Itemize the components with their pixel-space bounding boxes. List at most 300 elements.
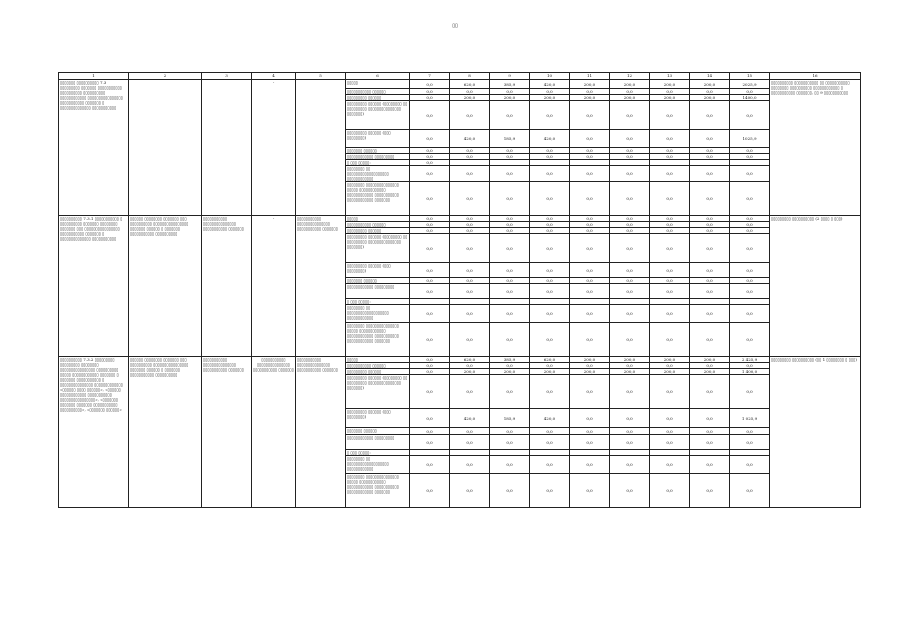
funding-value: 0,0 [730,323,770,357]
funding-value: 0,0 [610,222,650,228]
funding-value: 0,0 [650,154,690,160]
funding-value: 200,0 [450,95,490,101]
funding-value: 0,0 [410,278,450,284]
funding-value: 0,0 [530,278,570,284]
funding-value: 0,0 [410,160,450,166]
funding-value: 0,0 [410,234,450,263]
target-indicator: ▯▯▯▯▯▯▯▯▯ ▯▯▯▯▯▯▯▯▯▯ (2 ▯▯▯▯ ▯ ▯▯▯) [770,216,861,357]
funding-value: 0,0 [690,234,730,263]
funding-value: 0,0 [610,363,650,369]
funding-value: 0,0 [570,375,610,409]
funding-value: 0,0 [690,409,730,428]
funding-value: 0,0 [650,148,690,154]
participant-text: ▯▯▯▯▯▯▯▯▯▯▯ ▯▯▯▯▯▯▯▯▯▯▯▯▯▯▯ ▯▯▯▯▯▯▯▯▯▯▯ ▯▯▯▯▯▯▯ [296,216,346,357]
funding-value: 200,0 [690,357,730,363]
funding-value: 200,0 [610,369,650,375]
funding-value: 0,0 [410,323,450,357]
executor-text: ▯▯▯▯▯▯▯▯▯▯▯ ▯▯▯▯▯▯▯▯▯▯▯▯▯▯▯ ▯▯▯▯▯▯▯▯▯▯▯ ▯▯▯▯▯▯▯ [202,357,252,508]
funding-value: 0,0 [690,323,730,357]
funding-value: 0,0 [450,89,490,95]
funding-source-label: ▯ ▯▯▯ ▯▯▯▯▯: [346,160,410,166]
funding-value: 1025,9 [730,130,770,148]
funding-value: 200,0 [610,95,650,101]
funding-value: 0,0 [730,222,770,228]
funding-value: 0,0 [530,154,570,160]
funding-value: 0,0 [410,284,450,299]
funding-value: 0,0 [610,435,650,450]
funding-value: 385,9 [490,80,530,89]
funding-value: 0,0 [690,89,730,95]
column-number: 11 [570,73,610,80]
funding-value: 200,0 [570,369,610,375]
funding-value: 0,0 [690,130,730,148]
funding-source-label: ▯▯▯▯▯ [346,216,410,222]
funding-value: 0,0 [410,263,450,278]
funding-value: 0,0 [610,154,650,160]
funding-value: 0,0 [650,89,690,95]
column-number: 10 [530,73,570,80]
funding-value: 0,0 [450,305,490,323]
funding-value: 0,0 [610,428,650,435]
funding-value: 0,0 [490,216,530,222]
column-number: 9 [490,73,530,80]
funding-value: 0,0 [730,228,770,234]
funding-value: 0,0 [610,456,650,474]
funding-value: 0,0 [410,101,450,130]
participant-text [296,80,346,216]
funding-value: 0,0 [530,363,570,369]
funding-value: 0,0 [530,222,570,228]
target-indicator: ▯▯▯▯▯▯▯▯▯▯ ▯▯▯▯▯▯▯▯▯▯▯ ▯▯ ▯▯▯▯▯▯▯▯▯▯▯ ▯▯▯▯▯▯▯▯ ▯▯▯▯▯▯▯▯▯▯ ▯▯▯▯▯▯▯▯▯▯▯▯ ▯ ▯▯▯▯▯▯▯▯▯▯▯ ▯▯▯▯▯▯▯, ▯▯ 9 ▯▯▯▯▯▯▯▯▯▯▯ [770,80,861,216]
funding-value: 1 400,0 [730,369,770,375]
funding-value: 200,0 [570,357,610,363]
funding-source-label: ▯▯▯▯▯▯▯▯▯▯▯▯ ▯▯▯▯▯▯▯▯▯ [346,435,410,450]
funding-value: 0,0 [530,89,570,95]
funding-value: 200,0 [490,369,530,375]
funding-value: 0,0 [530,323,570,357]
funding-value: 0,0 [570,435,610,450]
funding-value: 0,0 [410,369,450,375]
task-text: ▯▯▯▯▯▯ ▯▯▯▯▯▯▯▯ ▯▯▯▯▯▯▯ ▯▯▯ ▯▯▯▯▯▯▯▯▯▯ ▯▯▯▯▯▯▯▯▯▯▯▯▯▯▯▯ ▯▯▯▯▯▯▯ ▯▯▯▯▯▯ ▯ ▯▯▯▯▯▯▯ ▯▯▯▯▯▯▯▯▯▯▯ ▯▯▯▯▯▯▯▯▯▯ [129,216,202,357]
funding-value: 200,0 [610,80,650,89]
funding-value: 0,0 [490,263,530,278]
funding-value: 0,0 [450,234,490,263]
funding-value: 0,0 [570,234,610,263]
co-executor-text: ▯▯▯▯▯▯▯▯▯▯▯ ▯▯▯▯▯▯▯▯▯▯▯▯▯▯▯ ▯▯▯▯▯▯▯▯▯▯▯ ▯▯▯▯▯▯▯ [252,357,296,508]
funding-value: 0,0 [570,363,610,369]
funding-value: 0,0 [650,234,690,263]
funding-value: 0,0 [610,284,650,299]
executor-text: ▯▯▯▯▯▯▯▯▯▯▯ ▯▯▯▯▯▯▯▯▯▯▯▯▯▯▯ ▯▯▯▯▯▯▯▯▯▯▯ ▯▯▯▯▯▯▯ [202,216,252,357]
funding-value: 200,0 [650,369,690,375]
funding-value: 0,0 [530,428,570,435]
funding-value: 0,0 [650,263,690,278]
funding-value: 0,0 [530,228,570,234]
funding-value: 0,0 [610,148,650,154]
funding-value: 0,0 [530,148,570,154]
funding-value: 200,0 [530,369,570,375]
column-number: 4 [252,73,296,80]
funding-value: 385,9 [490,357,530,363]
funding-value: 0,0 [490,435,530,450]
funding-value: 0,0 [610,216,650,222]
funding-value: 0,0 [730,101,770,130]
funding-value: 0,0 [570,216,610,222]
funding-value: 0,0 [730,234,770,263]
funding-source-label: ▯▯▯▯▯▯▯▯▯▯▯ ▯▯▯▯▯▯ [346,89,410,95]
funding-value: 0,0 [530,375,570,409]
funding-value: 0,0 [490,166,530,182]
funding-value: 185,9 [490,130,530,148]
funding-source-label: ▯▯▯▯▯▯▯▯▯▯▯▯ ▯▯▯▯▯▯▯▯▯ [346,154,410,160]
table-body [59,73,861,508]
column-number: 5 [296,73,346,80]
funding-value: 0,0 [450,278,490,284]
funding-value: 0,0 [530,263,570,278]
funding-source-label: ▯ ▯▯▯ ▯▯▯▯▯: [346,299,410,305]
funding-value: 0,0 [690,228,730,234]
funding-value: 0,0 [570,474,610,508]
funding-value: 0,0 [730,166,770,182]
funding-value: 0,0 [610,375,650,409]
funding-source-label: ▯▯▯▯▯▯▯▯▯▯▯ ▯▯▯▯▯▯ [346,363,410,369]
funding-value: 0,0 [610,305,650,323]
funding-value: 0,0 [490,234,530,263]
funding-value: 0,0 [450,435,490,450]
funding-source-label: ▯▯▯▯▯▯▯▯▯ ▯▯▯▯▯▯ (▯▯▯▯▯▯▯▯ ▯▯ ▯▯▯▯▯▯▯▯▯ ▯▯▯▯▯▯▯▯▯▯▯▯▯▯▯ ▯▯▯▯▯▯▯) [346,234,410,263]
funding-value: 420,0 [450,409,490,428]
funding-value: 0,0 [730,363,770,369]
funding-value: 0,0 [450,216,490,222]
column-number-row [59,73,861,80]
funding-source-label: ▯▯▯▯▯▯▯▯▯ ▯▯▯▯▯▯ [346,228,410,234]
funding-value: 200,0 [690,80,730,89]
funding-value: 0,0 [530,216,570,222]
funding-value: 0,0 [730,474,770,508]
funding-value: 0,0 [410,474,450,508]
funding-value: 0,0 [690,154,730,160]
funding-value: 0,0 [530,101,570,130]
funding-value: 0,0 [490,323,530,357]
funding-value: 0,0 [610,101,650,130]
funding-value: 0,0 [530,284,570,299]
funding-value: 420,0 [530,80,570,89]
column-number: 12 [610,73,650,80]
task-text [129,80,202,216]
funding-value: 0,0 [490,278,530,284]
funding-value: 0,0 [730,456,770,474]
funding-value: 0,0 [450,284,490,299]
funding-source-label: ▯▯▯▯▯▯▯ ▯▯▯▯▯▯ [346,278,410,284]
funding-value: 0,0 [570,222,610,228]
funding-value: 0,0 [450,148,490,154]
budget-table [58,72,861,508]
funding-value: 0,0 [690,166,730,182]
funding-value: 200,0 [690,95,730,101]
co-executor-text: - [252,216,296,357]
funding-value: 0,0 [610,474,650,508]
funding-value: 0,0 [490,428,530,435]
column-number: 3 [202,73,252,80]
funding-value: 0,0 [530,435,570,450]
funding-source-label: ▯ ▯▯▯ ▯▯▯▯▯: [346,450,410,456]
funding-value: 0,0 [410,222,450,228]
funding-source-label: ▯▯▯▯▯▯▯▯▯▯▯▯ ▯▯▯▯▯▯▯▯▯ [346,284,410,299]
funding-value: 0,0 [650,216,690,222]
funding-value: 0,0 [490,375,530,409]
funding-value: 0,0 [570,130,610,148]
funding-value: 0,0 [650,130,690,148]
funding-source-label: ▯▯▯▯▯▯▯ ▯▯▯▯▯▯ [346,148,410,154]
funding-value: 0,0 [690,216,730,222]
executor-text [202,80,252,216]
funding-value: 200,0 [650,357,690,363]
funding-value: 0,0 [410,428,450,435]
funding-source-label: ▯▯▯▯▯▯▯▯▯ ▯▯▯▯▯▯ (▯▯▯ ▯▯▯▯▯▯▯▯) [346,409,410,428]
funding-value: 0,0 [410,375,450,409]
funding-value: 0,0 [410,154,450,160]
funding-value: 0,0 [490,456,530,474]
funding-value: 0,0 [450,263,490,278]
funding-value: 185,9 [490,409,530,428]
funding-value: 200,0 [530,95,570,101]
funding-value: 0,0 [450,363,490,369]
funding-value: 0,0 [410,357,450,363]
funding-value: 0,0 [570,278,610,284]
funding-value: 0,0 [490,228,530,234]
funding-value: 0,0 [410,456,450,474]
funding-value: 0,0 [490,474,530,508]
funding-value: 0,0 [570,182,610,216]
funding-value: 0,0 [410,148,450,154]
task-text: ▯▯▯▯▯▯ ▯▯▯▯▯▯▯▯ ▯▯▯▯▯▯▯ ▯▯▯ ▯▯▯▯▯▯▯▯▯▯ ▯▯▯▯▯▯▯▯▯▯▯▯▯▯▯▯ ▯▯▯▯▯▯▯ ▯▯▯▯▯▯ ▯ ▯▯▯▯▯▯▯ ▯▯▯▯▯▯▯▯▯▯▯ ▯▯▯▯▯▯▯▯▯▯ [129,357,202,508]
funding-value: 0,0 [650,428,690,435]
funding-value: 0,0 [410,182,450,216]
funding-value: 0,0 [450,428,490,435]
funding-value: 0,0 [690,263,730,278]
funding-value: 0,0 [650,474,690,508]
funding-value: 0,0 [690,428,730,435]
funding-value: 0,0 [450,101,490,130]
table-row [59,80,861,89]
funding-value: 0,0 [570,323,610,357]
funding-value: 0,0 [570,284,610,299]
funding-value: 0,0 [410,228,450,234]
funding-value: 200,0 [610,357,650,363]
funding-value: 0,0 [570,263,610,278]
funding-value: 0,0 [690,435,730,450]
funding-value: 0,0 [490,101,530,130]
funding-value: 620,0 [450,80,490,89]
funding-value: 0,0 [730,216,770,222]
funding-source-label: ▯▯▯▯▯▯▯▯▯ ▯▯▯▯▯▯ (▯▯▯ ▯▯▯▯▯▯▯▯) [346,263,410,278]
funding-source-label: ▯▯▯▯▯▯▯▯▯ ▯▯▯▯▯▯ [346,95,410,101]
funding-value: 0,0 [730,148,770,154]
co-executor-text: - [252,80,296,216]
funding-value: 200,0 [650,95,690,101]
funding-value: 0,0 [730,89,770,95]
funding-source-label: ▯▯▯▯▯▯▯▯ ▯▯ ▯▯▯▯▯▯▯▯▯▯▯▯▯▯▯▯▯▯▯ ▯▯▯▯▯▯▯▯▯▯▯▯ [346,166,410,182]
funding-source-label: ▯▯▯▯▯▯▯▯▯ ▯▯▯▯▯▯ (▯▯▯▯▯▯▯▯ ▯▯ ▯▯▯▯▯▯▯▯▯ ▯▯▯▯▯▯▯▯▯▯▯▯▯▯▯ ▯▯▯▯▯▯▯) [346,375,410,409]
funding-value: 0,0 [410,409,450,428]
funding-value: 0,0 [450,474,490,508]
funding-value: 0,0 [610,263,650,278]
funding-value: 0,0 [570,166,610,182]
funding-value: 0,0 [450,166,490,182]
funding-value: 0,0 [650,305,690,323]
funding-source-label: ▯▯▯▯▯ [346,80,410,89]
funding-source-label: ▯▯▯▯▯▯▯▯▯ ▯▯▯▯▯▯ (▯▯▯▯▯▯▯▯ ▯▯ ▯▯▯▯▯▯▯▯▯ ▯▯▯▯▯▯▯▯▯▯▯▯▯▯▯ ▯▯▯▯▯▯▯) [346,101,410,130]
funding-value: 2 425,9 [730,357,770,363]
funding-value: 0,0 [570,154,610,160]
funding-value: 0,0 [650,284,690,299]
funding-value: 0,0 [610,278,650,284]
funding-value: 0,0 [530,474,570,508]
funding-value: 0,0 [730,305,770,323]
funding-value: 0,0 [490,154,530,160]
funding-value: 0,0 [730,375,770,409]
column-number: 8 [450,73,490,80]
funding-value: 0,0 [690,305,730,323]
funding-value: 0,0 [690,101,730,130]
funding-value: 0,0 [690,456,730,474]
funding-value: 420,0 [530,130,570,148]
funding-value: 0,0 [610,323,650,357]
funding-value: 0,0 [450,228,490,234]
funding-value: 0,0 [530,234,570,263]
funding-value: 0,0 [690,222,730,228]
funding-value: 0,0 [650,166,690,182]
funding-value: 0,0 [690,284,730,299]
funding-value: 0,0 [530,305,570,323]
funding-value: 0,0 [410,435,450,450]
funding-value: 0,0 [410,80,450,89]
funding-value: 0,0 [570,428,610,435]
funding-source-label: ▯▯▯▯▯▯▯▯ ▯▯ ▯▯▯▯▯▯▯▯▯▯▯▯▯▯▯▯▯▯▯ ▯▯▯▯▯▯▯▯▯▯▯▯ [346,305,410,323]
funding-value: 0,0 [650,409,690,428]
funding-value: 0,0 [610,130,650,148]
funding-value: 2025,9 [730,80,770,89]
funding-value: 0,0 [570,305,610,323]
funding-value: 0,0 [650,323,690,357]
funding-value: 0,0 [730,154,770,160]
funding-value: 0,0 [530,166,570,182]
funding-value: 200,0 [570,95,610,101]
funding-value: 0,0 [730,435,770,450]
funding-value: 1400,0 [730,95,770,101]
funding-value: 0,0 [610,228,650,234]
funding-value: 620,0 [530,357,570,363]
funding-value: 0,0 [650,222,690,228]
funding-value: 0,0 [450,323,490,357]
funding-value: 200,0 [490,95,530,101]
funding-value: 0,0 [450,154,490,160]
funding-value: 1 025,9 [730,409,770,428]
column-number: 14 [690,73,730,80]
funding-value: 0,0 [410,216,450,222]
funding-value: 0,0 [570,228,610,234]
funding-source-label: ▯▯▯▯▯▯▯▯ ▯▯▯▯▯▯▯▯▯▯▯▯▯▯▯ ▯▯▯▯▯ ▯▯▯▯▯▯▯▯▯▯▯▯ ▯▯▯▯▯▯▯▯▯▯▯▯ ▯▯▯▯▯▯▯▯▯▯▯ ▯▯▯▯▯▯▯▯▯▯▯▯ ▯▯▯▯▯▯▯ [346,182,410,216]
funding-value: 0,0 [490,222,530,228]
column-number: 13 [650,73,690,80]
funding-value: 0,0 [410,363,450,369]
funding-source-label: ▯▯▯▯▯▯▯▯ ▯▯ ▯▯▯▯▯▯▯▯▯▯▯▯▯▯▯▯▯▯▯ ▯▯▯▯▯▯▯▯▯▯▯▯ [346,456,410,474]
funding-value: 0,0 [730,428,770,435]
measure-title: ▯▯▯▯▯▯▯ ▯▯▯▯▯▯▯▯▯▯ 7.3 ▯▯▯▯▯▯▯▯▯ ▯▯▯▯▯▯▯ ▯▯▯▯▯▯▯▯▯▯▯ ▯▯▯▯▯▯▯▯▯▯ ▯▯▯▯▯▯▯▯▯▯ ▯▯▯▯▯▯▯▯▯▯▯▯ ▯▯▯▯▯▯▯▯▯▯▯▯▯▯▯▯ ▯▯▯▯▯▯▯▯▯▯▯ ▯▯▯▯▯▯▯ ▯ ▯▯▯▯▯▯▯▯▯▯▯▯▯▯ ▯▯▯▯▯▯▯▯▯▯▯ [59,80,129,216]
funding-value: 0,0 [450,222,490,228]
funding-value: 0,0 [450,375,490,409]
funding-value: 0,0 [490,305,530,323]
funding-value: 0,0 [530,182,570,216]
funding-value: 0,0 [490,182,530,216]
funding-value: 0,0 [730,278,770,284]
funding-value: 620,0 [450,357,490,363]
funding-value: 0,0 [690,363,730,369]
funding-value: 0,0 [650,435,690,450]
funding-value: 0,0 [610,89,650,95]
funding-value: 0,0 [730,182,770,216]
funding-value: 0,0 [650,228,690,234]
funding-value: 0,0 [410,305,450,323]
funding-value: 0,0 [610,234,650,263]
funding-value: 0,0 [570,89,610,95]
funding-source-label: ▯▯▯▯▯▯▯▯ ▯▯▯▯▯▯▯▯▯▯▯▯▯▯▯ ▯▯▯▯▯ ▯▯▯▯▯▯▯▯▯▯▯▯ ▯▯▯▯▯▯▯▯▯▯▯▯ ▯▯▯▯▯▯▯▯▯▯▯ ▯▯▯▯▯▯▯▯▯▯▯▯ ▯▯▯▯▯▯▯ [346,474,410,508]
funding-value: 0,0 [730,263,770,278]
page-number: ▯▯ [452,23,458,29]
funding-value: 0,0 [450,182,490,216]
funding-value: 0,0 [690,474,730,508]
funding-value: 0,0 [690,182,730,216]
funding-value: 0,0 [650,278,690,284]
funding-value: 0,0 [650,375,690,409]
funding-value: 0,0 [690,278,730,284]
funding-value: 0,0 [530,456,570,474]
funding-value: 0,0 [650,363,690,369]
funding-source-label: ▯▯▯▯▯▯▯▯▯ ▯▯▯▯▯▯ [346,369,410,375]
funding-source-label: ▯▯▯▯▯▯▯▯ ▯▯▯▯▯▯▯▯▯▯▯▯▯▯▯ ▯▯▯▯▯ ▯▯▯▯▯▯▯▯▯▯▯▯ ▯▯▯▯▯▯▯▯▯▯▯▯ ▯▯▯▯▯▯▯▯▯▯▯ ▯▯▯▯▯▯▯▯▯▯▯▯ ▯▯▯▯▯▯▯ [346,323,410,357]
funding-value: 0,0 [650,182,690,216]
funding-value: 0,0 [570,456,610,474]
funding-value: 0,0 [650,101,690,130]
funding-value: 0,0 [570,101,610,130]
funding-value: 0,0 [410,130,450,148]
measure-title: ▯▯▯▯▯▯▯▯▯▯ 7.3.2 ▯▯▯▯▯▯▯▯▯ ▯▯▯▯▯▯▯▯▯ ▯▯▯▯▯▯▯▯ ▯▯▯▯▯▯▯▯▯▯▯▯▯▯▯▯ ▯▯▯▯▯▯▯▯▯▯ ▯▯▯▯▯ ▯▯▯▯▯▯▯▯▯▯▯▯ ▯▯▯▯▯▯▯ ▯ ▯▯▯▯▯▯▯ ▯▯▯▯▯▯▯▯▯▯▯ ▯ ▯▯▯▯▯▯▯▯▯▯▯▯▯▯▯ ▯▯▯▯▯▯▯▯▯▯▯▯▯ «▯▯▯▯▯▯ ▯▯▯▯ ▯▯▯▯▯▯», «▯▯▯▯▯▯ ▯▯▯▯▯▯▯▯▯▯▯▯ ▯▯▯▯▯▯▯▯▯▯▯ ▯▯▯▯▯▯▯▯▯▯▯▯▯▯▯▯», «▯▯▯▯▯▯▯ ▯▯▯▯▯▯▯ ▯▯▯▯▯▯▯ ▯▯▯▯▯▯▯▯▯▯▯ ▯▯▯▯▯▯▯▯▯▯», «▯▯▯▯▯▯▯ ▯▯▯▯▯▯» [59,357,129,508]
target-indicator: ▯▯▯▯▯▯▯▯▯ ▯▯▯▯▯▯▯▯▯▯ (▯▯ 1 ▯▯▯▯▯▯▯▯ ▯ ▯▯▯) [770,357,861,508]
funding-value: 0,0 [650,456,690,474]
funding-value: 0,0 [410,95,450,101]
funding-value: 0,0 [410,166,450,182]
funding-value: 0,0 [450,456,490,474]
participant-text: ▯▯▯▯▯▯▯▯▯▯▯ ▯▯▯▯▯▯▯▯▯▯▯▯▯▯▯ ▯▯▯▯▯▯▯▯▯▯▯ ▯▯▯▯▯▯▯ [296,357,346,508]
funding-value: 0,0 [570,148,610,154]
funding-value: 420,0 [530,409,570,428]
funding-value: 0,0 [730,284,770,299]
column-number: 15 [730,73,770,80]
column-number: 7 [410,73,450,80]
funding-value: 420,0 [450,130,490,148]
funding-value: 200,0 [690,369,730,375]
funding-value: 0,0 [410,89,450,95]
measure-title: ▯▯▯▯▯▯▯▯▯▯ 7.3.1 ▯▯▯▯▯▯▯▯▯▯▯ ▯ ▯▯▯▯▯▯▯▯▯▯ ▯▯▯▯▯▯▯ ▯▯▯▯▯▯▯▯ ▯▯▯▯▯▯▯ ▯▯▯ ▯▯▯▯▯▯▯▯▯▯▯▯▯▯▯▯ ▯▯▯▯▯▯▯▯▯▯▯ ▯▯▯▯▯▯▯ ▯ ▯▯▯▯▯▯▯▯▯▯▯▯▯▯ ▯▯▯▯▯▯▯▯▯▯▯ [59,216,129,357]
funding-value: 200,0 [570,80,610,89]
funding-value: 0,0 [690,148,730,154]
funding-value: 200,0 [450,369,490,375]
funding-source-label: ▯▯▯▯▯▯▯▯▯▯▯ ▯▯▯▯▯▯ [346,222,410,228]
funding-value: 200,0 [650,80,690,89]
funding-value: 0,0 [610,182,650,216]
column-number: 1 [59,73,129,80]
funding-value: 0,0 [490,284,530,299]
